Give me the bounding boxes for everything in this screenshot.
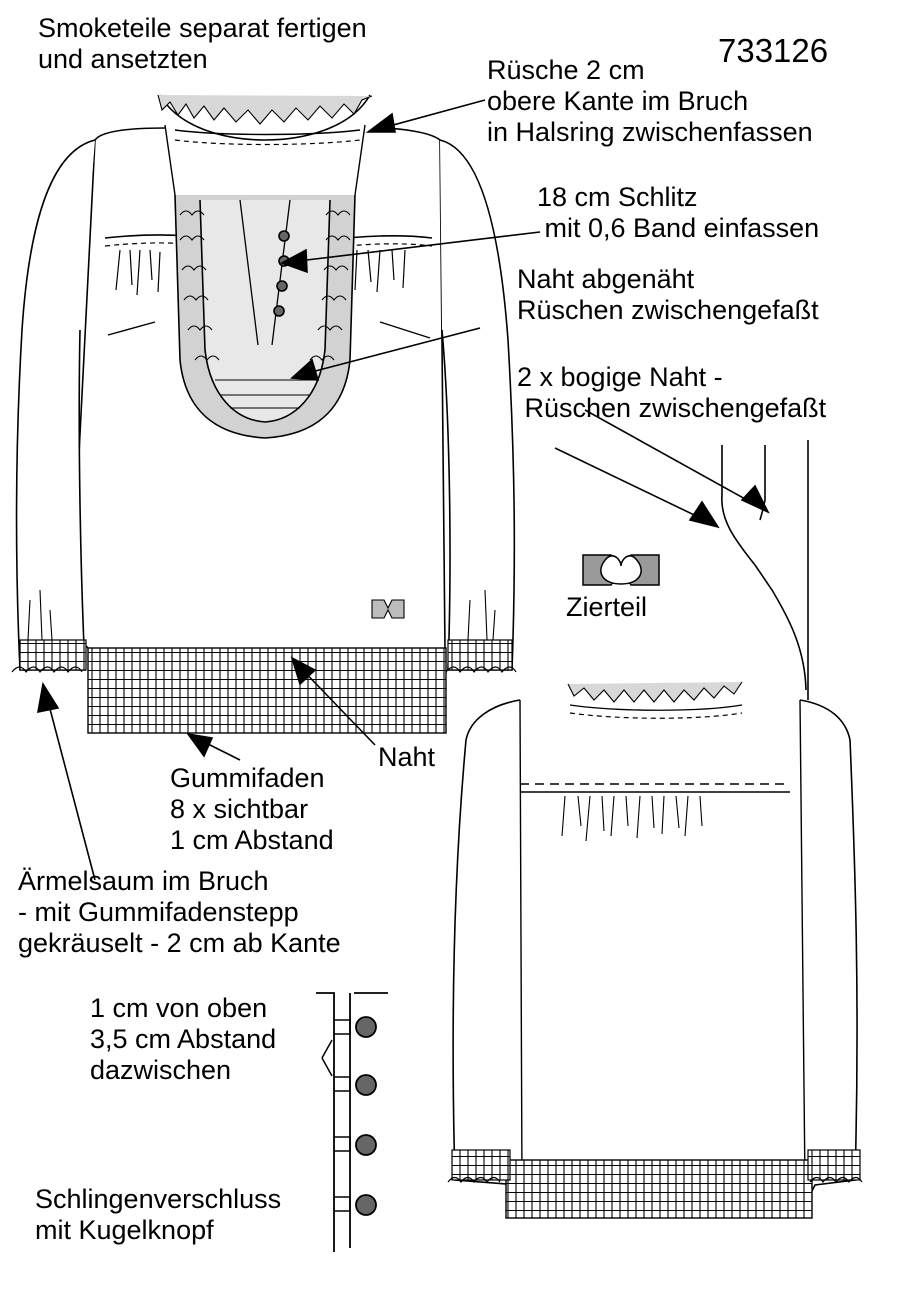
label-closure: Schlingenverschluss mit Kugelknopf [35,1184,282,1245]
label-button-spacing: 1 cm von oben 3,5 cm Abstand dazwischen [90,993,277,1085]
label-slit: 18 cm Schlitz mit 0,6 Band einfassen [537,182,820,243]
button-placket-detail [316,993,388,1252]
front-view [12,95,516,733]
label-seam-stitched: Naht abgenäht Rüschen zwischengefaßt [517,264,819,325]
label-sleeve-hem: Ärmelsaum im Bruch - mit Gummifadenstepp gekräuselt - 2 cm ab Kante [18,866,341,958]
ornament-zierteil-icon [583,555,659,585]
label-ornament: Zierteil [566,592,648,622]
back-view [448,682,862,1218]
article-number: 733126 [718,32,829,69]
label-ruffle: Rüsche 2 cm obere Kante im Bruch in Halsring zwischenfassen [487,55,813,147]
label-smoke-parts: Smoketeile separat fertigen und ansetzten [38,13,367,74]
label-elastic: Gummifaden 8 x sichtbar 1 cm Abstand [170,763,334,855]
label-seam: Naht [378,742,436,772]
label-curved-seam: 2 x bogige Naht - Rüschen zwischengefaßt [517,362,827,423]
curved-seam-detail [722,440,808,700]
